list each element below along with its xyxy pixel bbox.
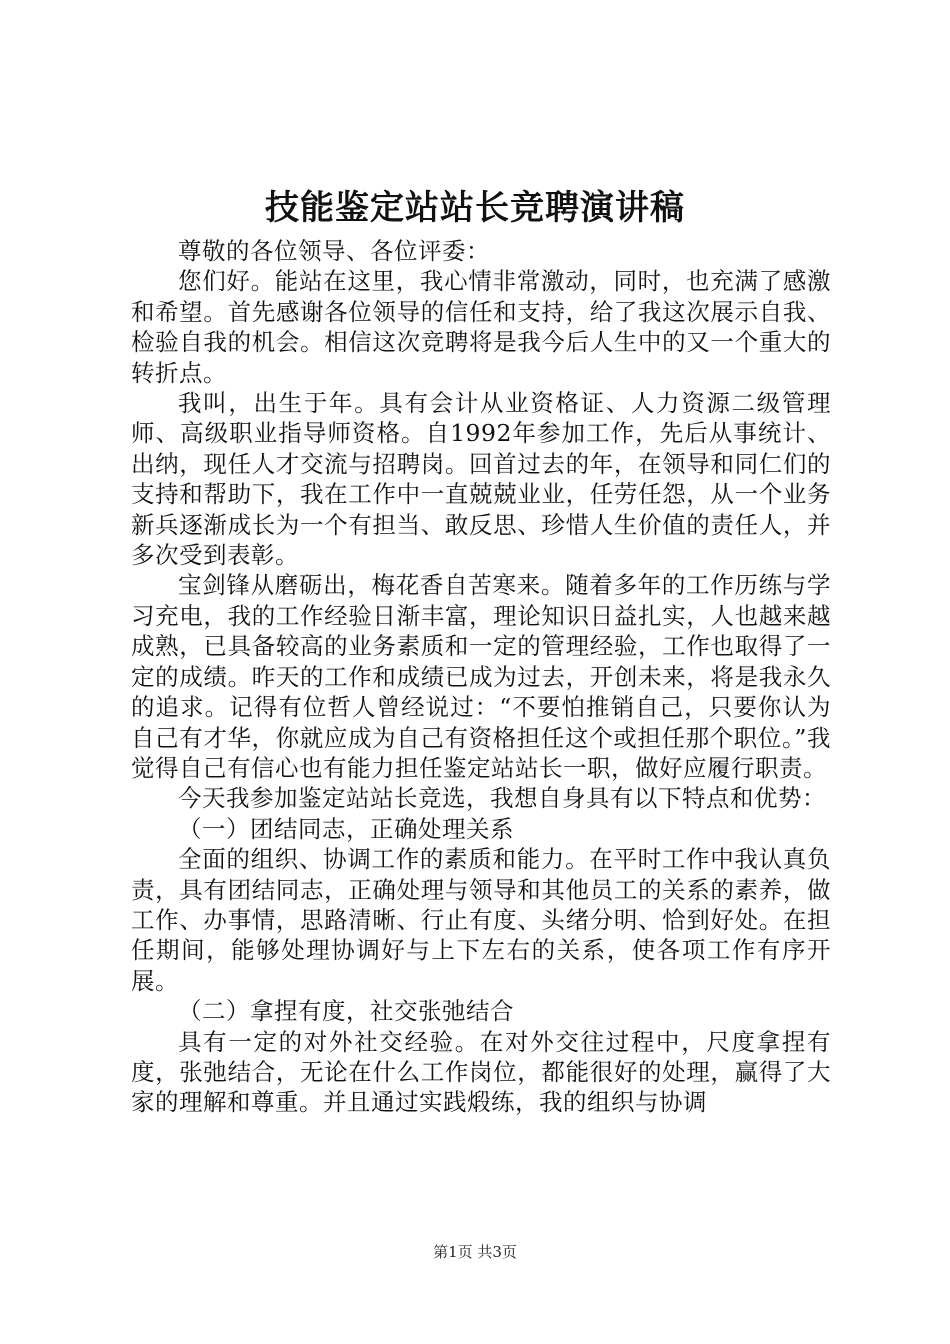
paragraph-introduction: 我叫，出生于年。具有会计从业资格证、人力资源二级管理师、高级职业指导师资格。自1992年参加工作，先后从事统计、出纳，现任人才交流与招聘岗。回首过去的年，在领导和同仁们的支持和帮助下，我在工作中一直兢兢业业，任劳任怨，从一个业务新兵逐渐成长为一个有担当、敢反思、珍惜人生价值的责任人，并多次受到表彰。 <box>131 389 831 570</box>
paragraph-advantages-intro: 今天我参加鉴定站站长竞选，我想自身具有以下特点和优势： <box>178 784 826 813</box>
paragraph-section-2: 具有一定的对外社交经验。在对外交往过程中，尺度拿捏有度，张弛结合，无论在什么工作岗位，都能很好的处理，赢得了大家的理解和尊重。并且通过实践煅练，我的组织与协调 <box>131 1027 831 1117</box>
section-heading-2: （二）拿捏有度，社交张弛结合 <box>178 997 514 1026</box>
document-title: 技能鉴定站站长竞聘演讲稿 <box>265 188 685 228</box>
salutation: 尊敬的各位领导、各位评委： <box>178 237 490 265</box>
paragraph-greeting: 您们好。能站在这里，我心情非常激动，同时，也充满了感激和希望。首先感谢各位领导的信任和支持，给了我这次展示自我、检验自我的机会。相信这次竞聘将是我今后人生中的又一个重大的转折点。 <box>131 267 831 387</box>
page-footer: 第1页 共3页 <box>433 1243 517 1261</box>
paragraph-experience: 宝剑锋从磨砺出，梅花香自苦寒来。随着多年的工作历练与学习充电，我的工作经验日渐丰富，理论知识日益扎实，人也越来越成熟，已具备较高的业务素质和一定的管理经验，工作也取得了一定的成绩。昨天的工作和成绩已成为过去，开创未来，将是我永久的追求。记得有位哲人曾经说过：“不要怕推销自己，只要你认为自己有才华，你就应成为自己有资格担任这个或担任那个职位。”我觉得自己有信心也有能力担任鉴定站站长一职，做好应履行职责。 <box>131 571 831 782</box>
section-heading-1: （一）团结同志，正确处理关系 <box>178 814 514 843</box>
paragraph-section-1: 全面的组织、协调工作的素质和能力。在平时工作中我认真负责，具有团结同志，正确处理与领导和其他员工的关系的素养，做工作、办事情，思路清晰、行止有度、头绪分明、恰到好处。在担任期间，能够处理协调好与上下左右的关系，使各项工作有序开展。 <box>131 845 831 995</box>
document-body <box>131 236 831 1118</box>
